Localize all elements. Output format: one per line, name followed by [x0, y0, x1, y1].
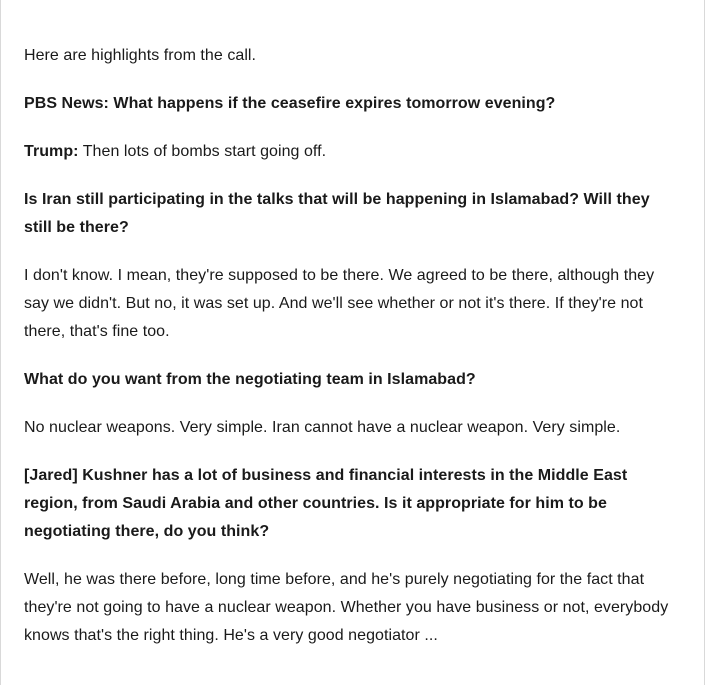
article-body — [24, 42, 674, 670]
answer-negotiating-team: No nuclear weapons. Very simple. Iran cannot have a nuclear weapon. Very simple. — [24, 419, 621, 436]
question-negotiating-team: What do you want from the negotiating team in Islamabad? — [24, 371, 476, 388]
answer-iran-talks: I don't know. I mean, they're supposed to be there. We agreed to be there, although they say we didn't. But no, it was set up. And we'll see whether or not it's there. If they're not there, that's fine too. — [24, 267, 655, 340]
question-iran-talks: Is Iran still participating in the talks that will be happening in Islamabad? Will they still be there? — [24, 191, 650, 236]
intro-paragraph: Here are highlights from the call. — [24, 47, 257, 64]
speaker-label: Trump: — [24, 143, 79, 160]
question-kushner: [Jared] Kushner has a lot of business and financial interests in the Middle East region, from Saudi Arabia and other countries. Is it appropriate for him to be negotiating there, do you think? — [24, 467, 628, 540]
answer-kushner: Well, he was there before, long time before, and he's purely negotiating for the fact that they're not going to have a nuclear weapon. Whether you have business or not, everybody knows that's the right thing. He's a very good negotiator ... — [24, 571, 669, 644]
answer-text: Then lots of bombs start going off. — [78, 143, 327, 160]
question-ceasefire: PBS News: What happens if the ceasefire expires tomorrow evening? — [24, 95, 556, 112]
answer-ceasefire — [24, 138, 674, 166]
